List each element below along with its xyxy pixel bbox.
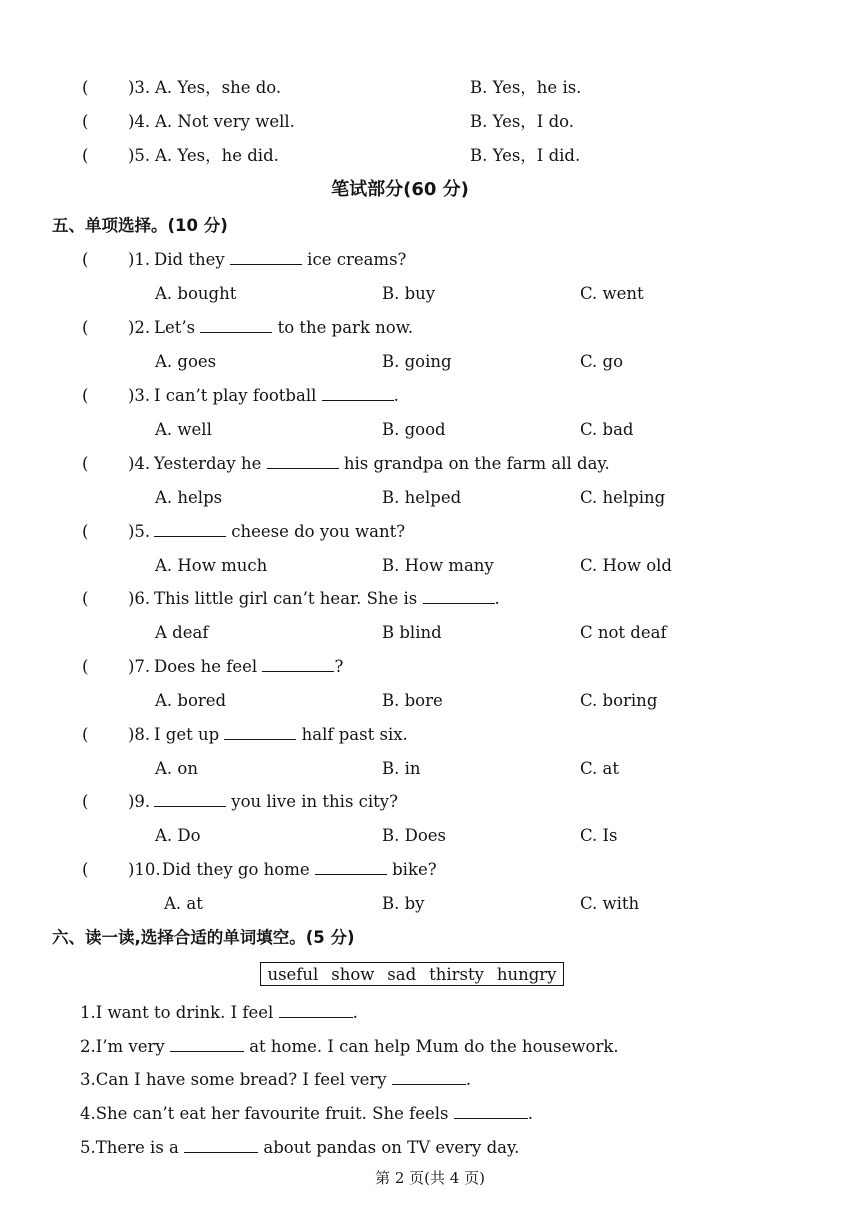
option-a: A. Do xyxy=(155,826,201,845)
answer-blank[interactable] xyxy=(154,522,226,537)
word-bank-box xyxy=(260,962,564,986)
option-b: B. by xyxy=(382,894,425,913)
option-a: A. bored xyxy=(155,691,227,710)
answer-blank[interactable] xyxy=(267,454,339,469)
option-a: A. goes xyxy=(155,352,217,371)
option-b: B. Yes，I did. xyxy=(470,146,581,165)
question-stem xyxy=(154,522,405,542)
sentence-text: about pandas on TV every day. xyxy=(263,1138,520,1157)
option-c: C. go xyxy=(580,352,624,371)
option-b: B. in xyxy=(382,759,421,778)
option-a: A. well xyxy=(155,420,212,439)
option-a: A. bought xyxy=(155,284,237,303)
question-number: )7. xyxy=(128,657,151,676)
option-b: B. Yes，he is. xyxy=(470,78,582,97)
question-stem xyxy=(154,454,610,474)
option-a: A. Yes，he did. xyxy=(155,146,279,165)
answer-blank[interactable] xyxy=(322,386,394,401)
question-number: )10. xyxy=(128,860,161,879)
option-b: B. Does xyxy=(382,826,447,845)
option-c: C. at xyxy=(580,759,619,778)
fill-sentence-3 xyxy=(80,1070,471,1090)
stem-text: . xyxy=(393,386,399,405)
question-number: )5. xyxy=(128,522,151,541)
question-number: )3. xyxy=(128,78,151,97)
answer-paren: ( xyxy=(82,792,89,811)
stem-text: to the park now. xyxy=(277,318,414,337)
option-a: A deaf xyxy=(155,623,209,642)
option-a: A. Not very well. xyxy=(155,112,295,131)
answer-paren: ( xyxy=(82,522,89,541)
question-number: )6. xyxy=(128,589,151,608)
option-b: B. Yes，I do. xyxy=(470,112,575,131)
sentence-text: I want to drink. I feel xyxy=(95,1003,274,1022)
section-6-title: 六、读一读,选择合适的单词填空。(5 分) xyxy=(52,928,355,947)
stem-text: ice creams? xyxy=(307,250,407,269)
sentence-number: 2. xyxy=(80,1037,96,1056)
stem-text: Did they xyxy=(154,250,225,269)
stem-text: ? xyxy=(334,657,344,676)
answer-paren: ( xyxy=(82,386,89,405)
answer-blank[interactable] xyxy=(224,725,296,740)
answer-paren: ( xyxy=(82,725,89,744)
option-c: C. went xyxy=(580,284,644,303)
option-c: C. boring xyxy=(580,691,658,710)
sentence-text: at home. I can help Mum do the housework. xyxy=(249,1037,619,1056)
option-b: B. going xyxy=(382,352,452,371)
option-b: B. good xyxy=(382,420,446,439)
word-bank-word: hungry xyxy=(496,964,557,984)
option-c: C. bad xyxy=(580,420,634,439)
sentence-number: 3. xyxy=(80,1070,96,1089)
option-a: A. on xyxy=(155,759,198,778)
answer-blank[interactable] xyxy=(154,792,226,807)
answer-paren: ( xyxy=(82,112,89,131)
question-stem xyxy=(154,250,406,270)
answer-blank[interactable] xyxy=(230,250,302,265)
stem-text: Does he feel xyxy=(154,657,258,676)
option-c: C not deaf xyxy=(580,623,667,642)
stem-text: . xyxy=(494,589,500,608)
answer-blank[interactable] xyxy=(200,318,272,333)
option-c: C. helping xyxy=(580,488,666,507)
fill-sentence-4 xyxy=(80,1104,533,1124)
option-c: C. with xyxy=(580,894,640,913)
question-stem xyxy=(154,318,413,338)
question-number: )9. xyxy=(128,792,151,811)
option-b: B blind xyxy=(382,623,442,642)
fill-sentence-1 xyxy=(80,1003,358,1023)
page-number: 第 2 页(共 4 页) xyxy=(375,1169,485,1187)
word-bank-word: sad xyxy=(387,964,417,984)
question-stem xyxy=(154,386,399,406)
option-a: A. How much xyxy=(155,556,268,575)
sentence-number: 5. xyxy=(80,1138,96,1157)
question-number: )8. xyxy=(128,725,151,744)
stem-text: I can’t play football xyxy=(154,386,317,405)
written-part-title: 笔试部分(60 分) xyxy=(331,179,469,200)
question-number: )1. xyxy=(128,250,151,269)
option-a: A. Yes，she do. xyxy=(155,78,282,97)
answer-paren: ( xyxy=(82,589,89,608)
word-bank-word: show xyxy=(331,964,375,984)
option-b: B. buy xyxy=(382,284,436,303)
option-b: B. bore xyxy=(382,691,443,710)
question-stem xyxy=(154,725,408,745)
question-number: )3. xyxy=(128,386,151,405)
answer-paren: ( xyxy=(82,657,89,676)
section-5-title: 五、单项选择。(10 分) xyxy=(52,216,228,235)
sentence-number: 4. xyxy=(80,1104,96,1123)
question-stem xyxy=(154,589,500,609)
word-bank-word: thirsty xyxy=(429,964,484,984)
answer-paren: ( xyxy=(82,146,89,165)
answer-paren: ( xyxy=(82,250,89,269)
stem-text: This little girl can’t hear. She is xyxy=(154,589,418,608)
fill-sentence-2 xyxy=(80,1037,619,1057)
option-a: A. at xyxy=(164,894,203,913)
stem-text: you live in this city? xyxy=(231,792,398,811)
answer-blank[interactable] xyxy=(262,657,334,672)
question-number: )4. xyxy=(128,454,151,473)
option-c: C. Is xyxy=(580,826,618,845)
option-c: C. How old xyxy=(580,556,672,575)
sentence-text: . xyxy=(352,1003,358,1022)
question-number: )4. xyxy=(128,112,151,131)
stem-text: bike? xyxy=(392,860,437,879)
question-stem xyxy=(154,792,398,812)
sentence-text: I’m very xyxy=(95,1037,165,1056)
option-b: B. How many xyxy=(382,556,494,575)
fill-sentence-5 xyxy=(80,1138,519,1158)
answer-blank[interactable] xyxy=(170,1037,244,1052)
stem-text: half past six. xyxy=(301,725,408,744)
option-b: B. helped xyxy=(382,488,462,507)
question-number: )5. xyxy=(128,146,151,165)
answer-paren: ( xyxy=(82,78,89,97)
word-bank-word: useful xyxy=(267,964,319,984)
stem-text: Did they go home xyxy=(162,860,310,879)
sentence-number: 1. xyxy=(80,1003,96,1022)
answer-blank[interactable] xyxy=(184,1138,258,1153)
stem-text: his grandpa on the farm all day. xyxy=(343,454,610,473)
answer-paren: ( xyxy=(82,454,89,473)
answer-blank[interactable] xyxy=(315,860,387,875)
sentence-text: Can I have some bread? I feel very xyxy=(95,1070,387,1089)
stem-text: Let’s xyxy=(154,318,196,337)
sentence-text: . xyxy=(465,1070,472,1089)
answer-blank[interactable] xyxy=(392,1070,466,1085)
option-a: A. helps xyxy=(155,488,223,507)
sentence-text: There is a xyxy=(95,1138,179,1157)
stem-text: cheese do you want? xyxy=(231,522,406,541)
answer-paren: ( xyxy=(82,318,89,337)
answer-blank[interactable] xyxy=(423,589,495,604)
sentence-text: . xyxy=(527,1104,533,1123)
stem-text: Yesterday he xyxy=(154,454,262,473)
answer-paren: ( xyxy=(82,860,89,879)
sentence-text: She can’t eat her favourite fruit. She feels xyxy=(95,1104,449,1123)
answer-blank[interactable] xyxy=(279,1003,353,1018)
question-stem xyxy=(154,657,343,677)
answer-blank[interactable] xyxy=(454,1104,528,1119)
stem-text: I get up xyxy=(154,725,220,744)
question-number: )2. xyxy=(128,318,151,337)
question-stem xyxy=(162,860,437,880)
